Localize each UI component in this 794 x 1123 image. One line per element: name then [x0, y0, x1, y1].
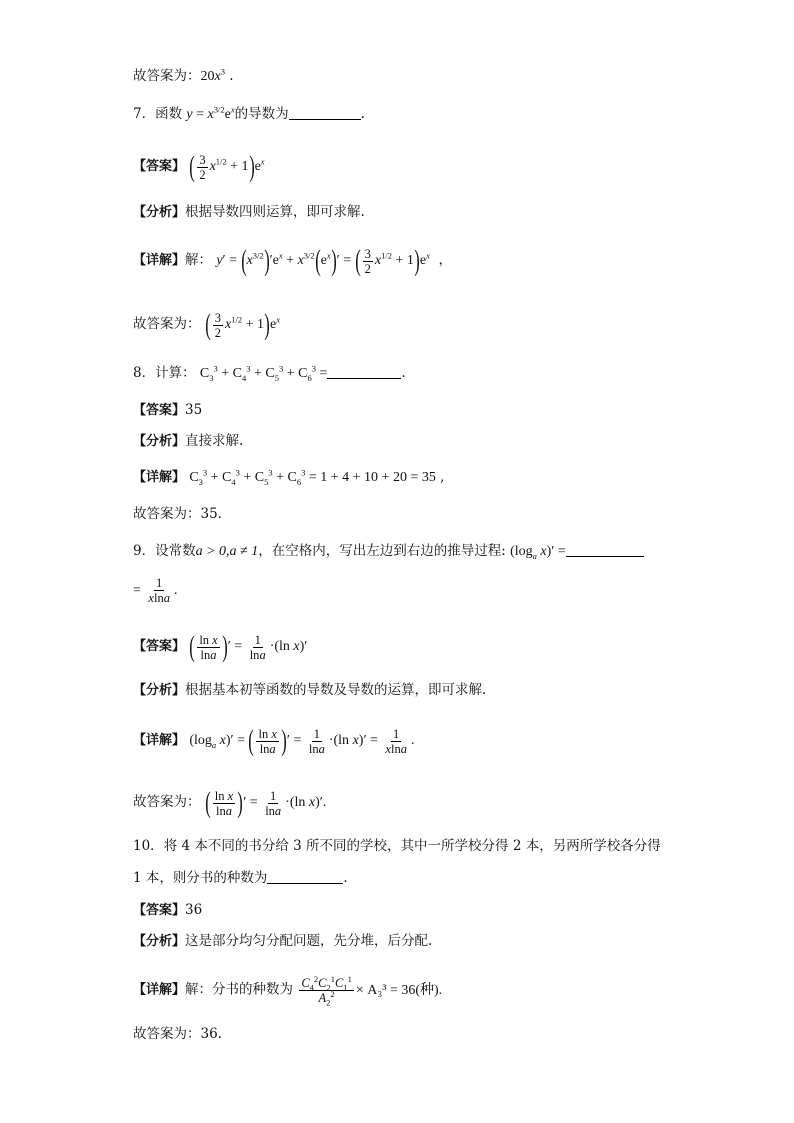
q7-answer-math: ( $\frac{3}{2}$ $x^{1/2} + 1)e^x$ [189, 150, 265, 183]
q7-final-math: ( $\frac{3}{2}$ $x^{1/2} + 1)e^x$ [205, 308, 281, 341]
q9-blank [566, 542, 644, 557]
q10-detail: 【详解】解：分书的种数为 $\frac{C_4^2C_2^1C_1^1}{A_2^2}$ × A₃³ = 36(种). [133, 973, 443, 1008]
q10-analysis: 【分析】这是部分均匀分配问题，先分堆，后分配. [133, 933, 433, 949]
q9-analysis: 【分析】根据基本初等函数的导数及导数的运算，即可求解. [133, 682, 487, 698]
q8-blank [327, 364, 401, 379]
q10-answer: 【答案】36 [133, 902, 203, 918]
q9-final-math: ( $\frac{\text{ln x}}{\ln a}$ )′ = $\frac{1}{\ln a}$ ·(ln x)′. [205, 786, 327, 819]
q10-blank [267, 869, 343, 884]
q7-function: $y = x^{3/2}e^x$ [186, 104, 235, 122]
q9-answer-math: ( $\frac{\text{ln x}}{\ln a}$ )′ = $\frac{1}{\ln a}$ ·(ln x)′ [189, 630, 308, 663]
q7-detail: 【详解】解： $y' = (x^{3/2})'e^x + x^{3/2}(e^x)'$ = ( $\frac{3}{2}$ $x^{1/2} + 1)e^x$ ， [133, 244, 452, 277]
q9-detail: 【详解】 ($\log_a$ x)′ = ( $\frac{\text{ln x}}{\ln a}$ )′ = $\frac{1}{\ln a}$ ·(ln x)′ = $\frac{1}{xlna}$ . [133, 724, 415, 757]
q7-blank [289, 105, 361, 120]
q7-detail-math: $y' = (x^{3/2})'e^x + x^{3/2}(e^x)'$ = ( $\frac{3}{2}$ $x^{1/2} + 1)e^x$ [216, 244, 430, 277]
q8-final: 故答案为：35. [133, 506, 222, 522]
q9-detail-math: ($\log_a$ x)′ = ( $\frac{\text{ln x}}{\ln a}$ )′ = $\frac{1}{\ln a}$ ·(ln x)′ = $\frac{1}{xlna}$ . [189, 724, 415, 757]
question-8: 8．计算： $C_3^3 + C_4^3 + C_5^3 + C_6^3$ = . [133, 363, 406, 383]
q10-detail-math: $\frac{C_4^2C_2^1C_1^1}{A_2^2}$ × A₃³ = 36(种). [301, 973, 443, 1008]
q7-final: 故答案为： ( $\frac{3}{2}$ $x^{1/2} + 1)e^x$ [133, 308, 281, 341]
q10-final: 故答案为：36. [133, 1026, 222, 1042]
question-10-line2: 1 本，则分书的种数为 . [133, 870, 348, 886]
final-label: 故答案为： [133, 68, 201, 84]
prev-final-answer: 故答案为：$20x^3$ . [133, 66, 234, 84]
q8-expression: $C_3^3 + C_4^3 + C_5^3 + C_6^3$ = [199, 363, 328, 383]
question-10: 10．将 4 本不同的书分给 3 所不同的学校，其中一所学校分得 2 本，另两所学校各分得 [133, 838, 661, 854]
question-9: 9．设常数a > 0,a ≠ 1，在空格内，写出左边到右边的推导过程: ($\log_a$ x)′ = [133, 541, 644, 562]
q7-analysis: 【分析】根据导数四则运算，即可求解. [133, 204, 365, 220]
q8-answer: 【答案】35 [133, 402, 203, 418]
q7-answer: 【答案】 ( $\frac{3}{2}$ $x^{1/2} + 1)e^x$ [133, 150, 265, 183]
question-7: 7．函数 $y = x^{3/2}e^x$的导数为 . [133, 104, 365, 122]
q9-final: 故答案为： ( $\frac{\text{ln x}}{\ln a}$ )′ = $\frac{1}{\ln a}$ ·(ln x)′. [133, 786, 327, 819]
q9-answer: 【答案】 ( $\frac{\text{ln x}}{\ln a}$ )′ = $\frac{1}{\ln a}$ ·(ln x)′ [133, 630, 308, 663]
q8-detail: 【详解】 $C_3^3 + C_4^3 + C_5^3 + C_6^3 = 1 + 4 + 10 + 20 = 35$ , [133, 467, 445, 487]
q9-prompt-result: = $\frac{1}{xlna}$ . [133, 576, 178, 605]
q8-analysis: 【分析】直接求解. [133, 433, 244, 449]
final-math: $20x^3$ [200, 66, 225, 84]
